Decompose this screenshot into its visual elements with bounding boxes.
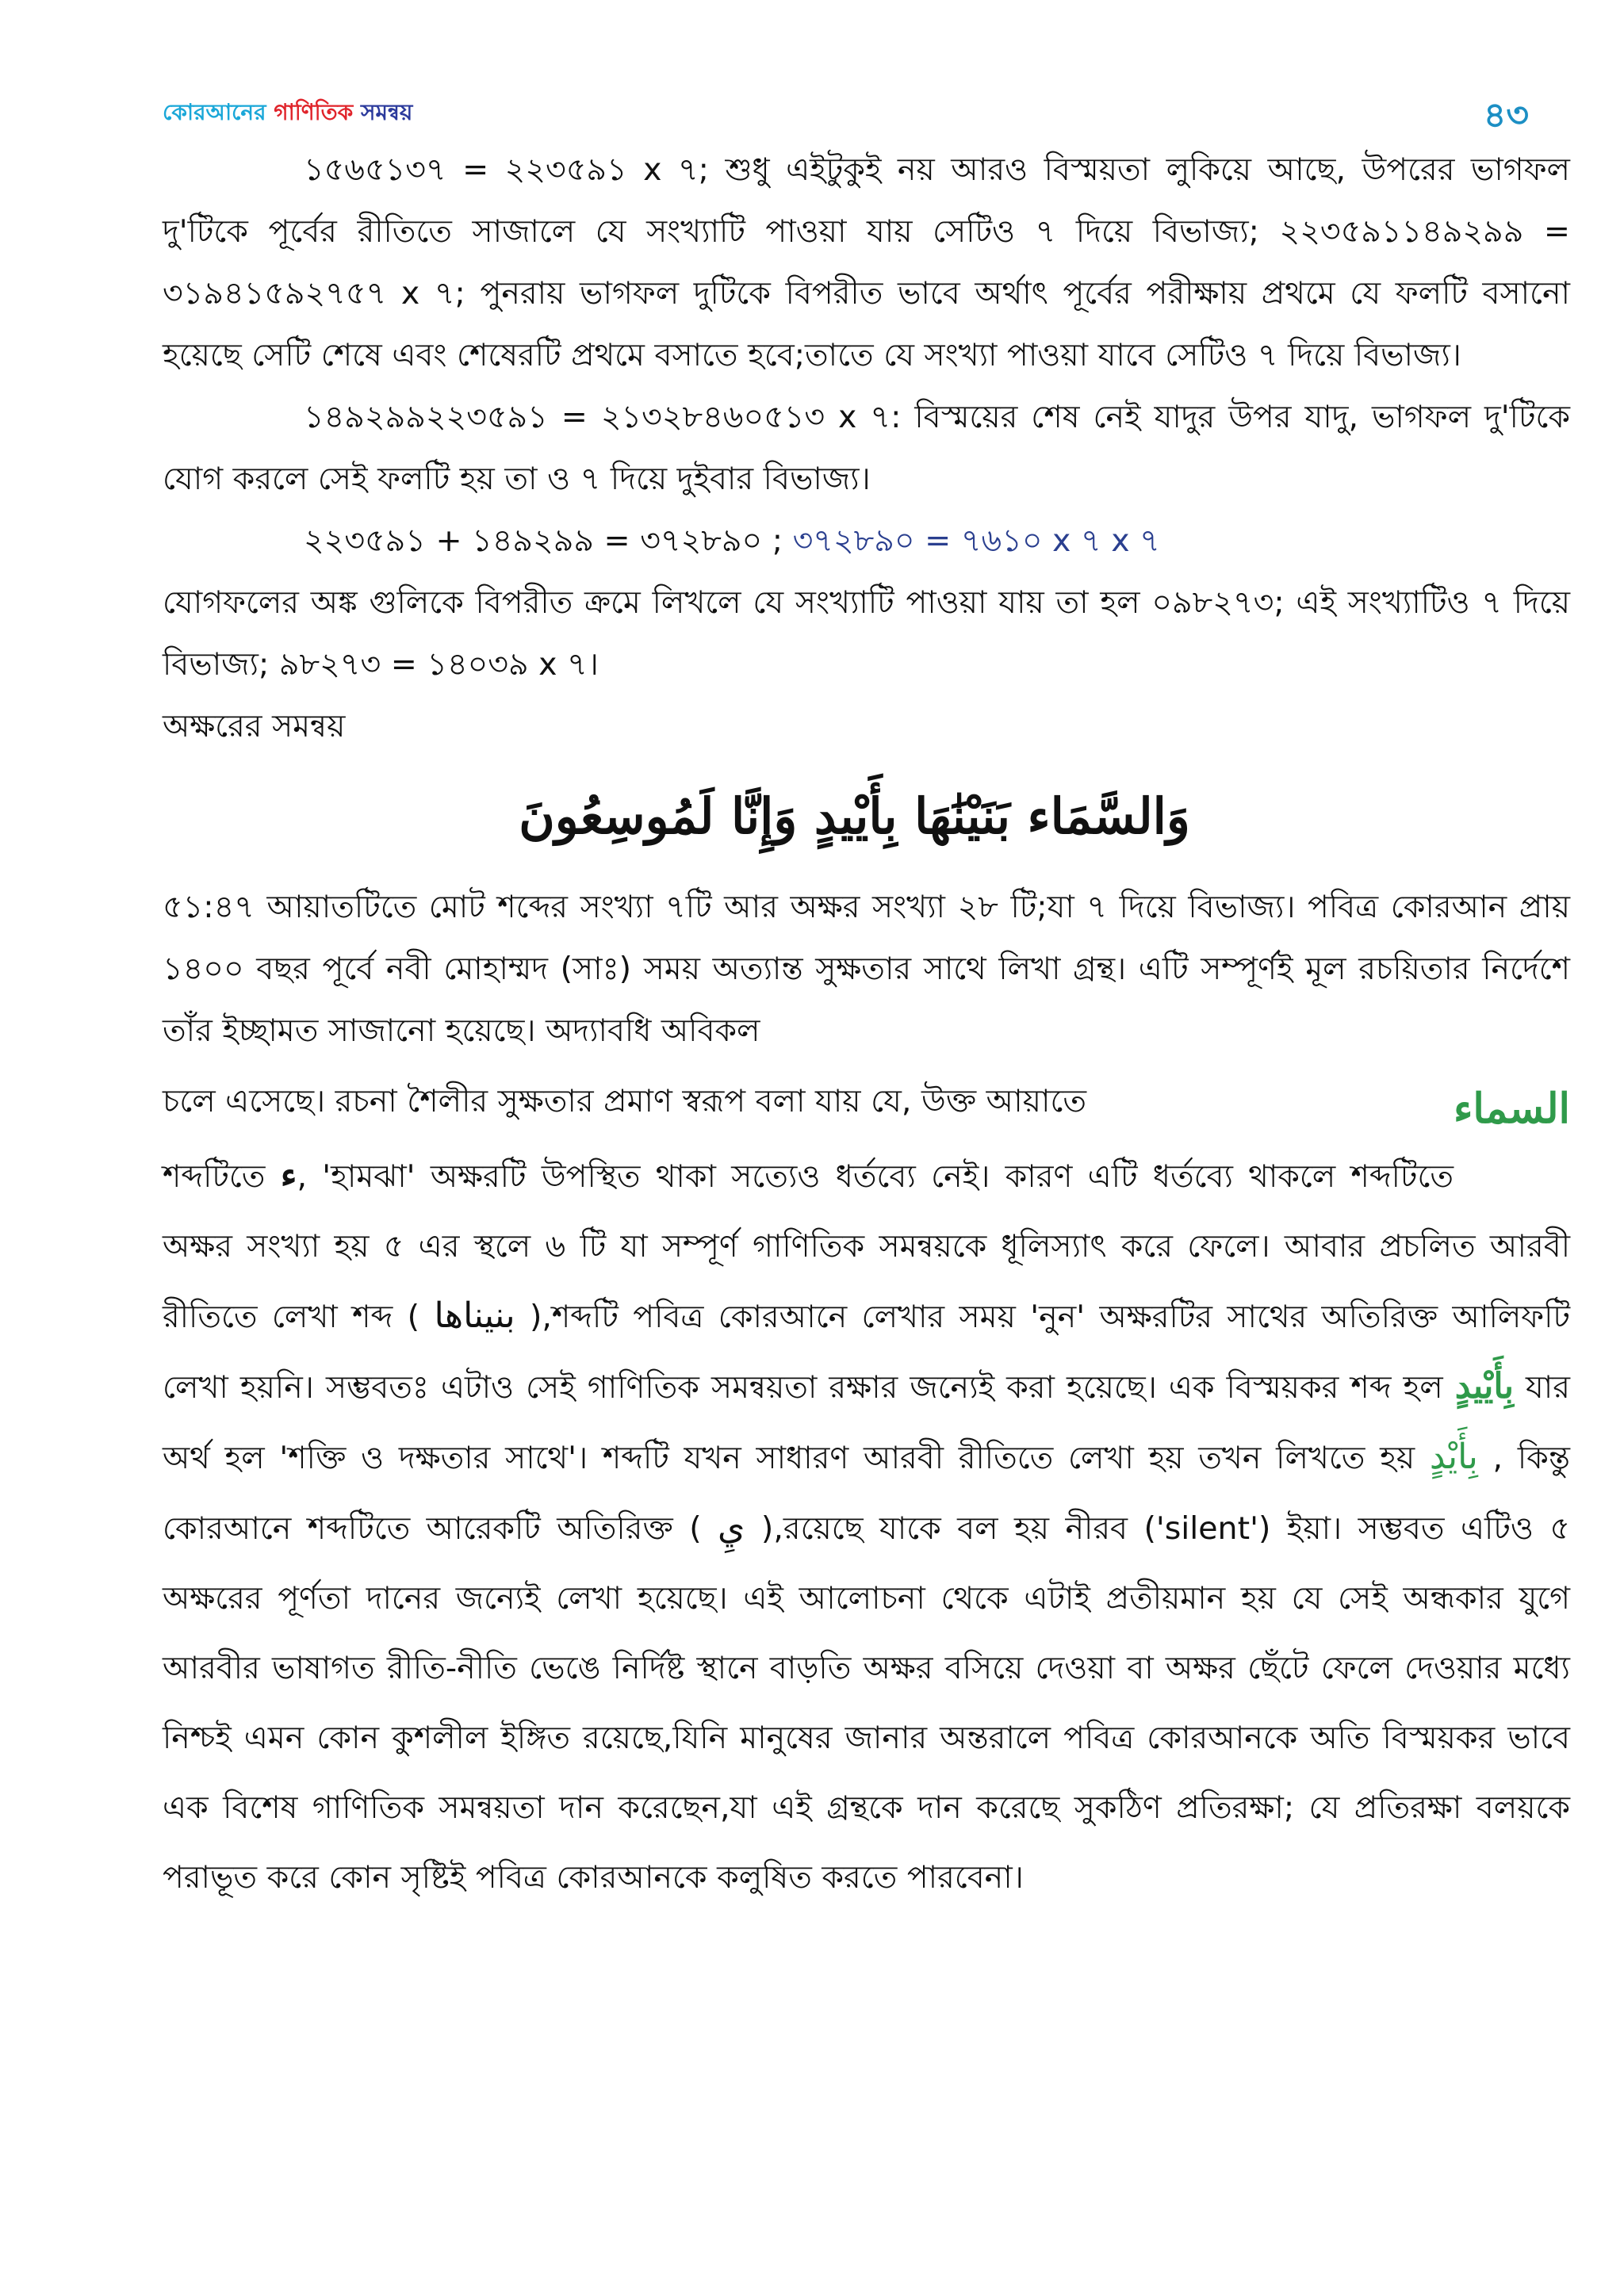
arabic-letter-ya: يِ [718,1507,745,1548]
paragraph-5-b: , 'হামঝা' অক্ষরটি উপস্থিত থাকা সত্যেও ধর্তব্যে নেই। কারণ এটি ধর্তব্যে থাকলে শব্দটিতে অক্ষর সংখ্যা হয় ৫ এর স্থলে ৬ টি যা সম্পূর্ণ গাণিতিক সমন্বয়কে ধূলিস্যাৎ করে ফেলে। আবার প্রচলিত আরবী রীতিতে লেখা শব্দ ( [163,1158,1570,1335]
running-title-part3: সমন্বয় [361,99,413,125]
running-title-part1: কোরআনের [163,99,274,125]
running-title-part2: গাণিতিক [274,99,362,125]
paragraph-4: ৫১:৪৭ আয়াতটিতে মোট শব্দের সংখ্যা ৭টি আর অক্ষর সংখ্যা ২৮ টি;যা ৭ দিয়ে বিভাজ্য। পবিত্র কোরআন প্রায় ১৪০০ বছর পূর্বে নবী মোহাম্মদ (সাঃ) সময় অত্যান্ত সুক্ষতার সাথে লিখা গ্রন্থ। এটি সম্পূর্ণই মূল রচয়িতার নির্দেশে তাঁর ইচ্ছামত সাজানো হয়েছে। অদ্যাবধি অবিকল [163,889,1570,1049]
sum-equation-text: ২২৩৫৯১ + ১৪৯২৯৯ = ৩৭২৮৯০ ; [304,522,793,559]
page-body [163,139,1570,1912]
paragraph-5-e: , কিন্তু কোরআনে শব্দটিতে আরেকটি অতিরিক্ত ( [163,1440,1570,1547]
quran-verse: وَالسَّمَاء بَنَيْنَٰهَا بِأَيْيدٍ وَإِنَّا لَمُوسِعُونَ [519,787,1190,845]
paragraph-5-d: যার অর্থ হল 'শক্তি ও দক্ষতার সাথে'। শব্দটি যখন সাধারণ আরবী রীতিতে লেখা হয় তখন লিখতে হয় [163,1369,1570,1476]
paragraph-4-continued [163,1062,1570,1141]
page-number: ৪৩ [1483,95,1529,136]
hamza-letter: ء [280,1155,297,1196]
paragraph-5-a: শব্দটিতে [163,1158,281,1195]
page-header [163,89,1529,136]
sum-equation-factor: ৩৭২৮৯০ = ৭৬১০ x ৭ x ৭ [792,522,1160,559]
paragraph-5-c: ),শব্দটি পবিত্র কোরআনে লেখার সময় 'নুন' অক্ষরটির সাথের অতিরিক্ত আলিফটি লেখা হয়নি। সম্ভবতঃ এটাও সেই গাণিতিক সমন্বয়তা রক্ষার জন্যেই করা হয়েছে। এক বিস্ময়কর শব্দ হল [163,1299,1570,1406]
paragraph-1: ১৫৬৫১৩৭ = ২২৩৫৯১ x ৭; শুধু এইটুকুই নয় আরও বিস্ময়তা লুকিয়ে আছে, উপরের ভাগফল দু'টিকে পূর্বের রীতিতে সাজালে যে সংখ্যাটি পাওয়া যায় সেটিও ৭ দিয়ে বিভাজ্য; ২২৩৫৯১১৪৯২৯৯ = ৩১৯৪১৫৯২৭৫৭ x ৭; পুনরায় ভাগফল দুটিকে বিপরীত ভাবে অর্থাৎ পূর্বের পরীক্ষায় প্রথমে যে ফলটি বসানো হয়েছে সেটি শেষে এবং শেষেরটি প্রথমে বসাতে হবে;তাতে যে সংখ্যা পাওয়া যাবে সেটিও ৭ দিয়ে বিভাজ্য। [163,151,1570,373]
paragraph-4-tail: চলে এসেছে। রচনা শৈলীর সুক্ষতার প্রমাণ স্বরূপ বলা যায় যে, উক্ত আয়াতে [163,1083,1086,1119]
arabic-word-samaa: السماء [1453,1085,1570,1133]
paragraph-3: যোগফলের অঙ্ক গুলিকে বিপরীত ক্রমে লিখলে যে সংখ্যাটি পাওয়া যায় তা হল ০৯৮২৭৩; এই সংখ্যাটিও ৭ দিয়ে বিভাজ্য; ৯৮২৭৩ = ১৪০৩৯ x ৭। [163,584,1570,683]
sum-equation [163,510,1570,572]
arabic-word-biaydin-plain: بِأَيْدٍ [1429,1437,1478,1477]
section-heading: অক্ষরের সমন্বয় [163,708,346,744]
paragraph-2: ১৪৯২৯৯২২৩৫৯১ = ২১৩২৮৪৬০৫১৩ x ৭: বিস্ময়ের শেষ নেই যাদুর উপর যাদু, ভাগফল দু'টিকে যোগ করলে সেই ফলটি হয় তা ও ৭ দিয়ে দুইবার বিভাজ্য। [163,399,1570,497]
arabic-word-biaydin-highlight: بِأَيْيدٍ [1454,1366,1515,1406]
paragraph-5 [163,1141,1570,1912]
running-title [163,95,412,132]
arabic-word-banainaha: بنيناها [434,1295,515,1336]
paragraph-5-f: ),রয়েছে যাকে বল হয় নীরব ('silent') ইয়া। সম্ভবত এটিও ৫ অক্ষরের পূর্ণতা দানের জন্যেই লেখা হয়েছে। এই আলোচনা থেকে এটাই প্রতীয়মান হয় যে সেই অন্ধকার যুগে আরবীর ভাষাগত রীতি-নীতি ভেঙে নির্দিষ্ট স্থানে বাড়তি অক্ষর বসিয়ে দেওয়া বা অক্ষর ছেঁটে ফেলে দেওয়ার মধ্যে নিশ্চই এমন কোন কুশলীল ইঙ্গিত রয়েছে,যিনি মানুষের জানার অন্তরালে পবিত্র কোরআনকে অতি বিস্ময়কর ভাবে এক বিশেষ গাণিতিক সমন্বয়তা দান করেছেন,যা এই গ্রন্থকে দান করেছে সুকঠিণ প্রতিরক্ষা; যে প্রতিরক্ষা বলয়কে পরাভূত করে কোন সৃষ্টিই পবিত্র কোরআনকে কলুষিত করতে পারবেনা। [163,1510,1570,1896]
